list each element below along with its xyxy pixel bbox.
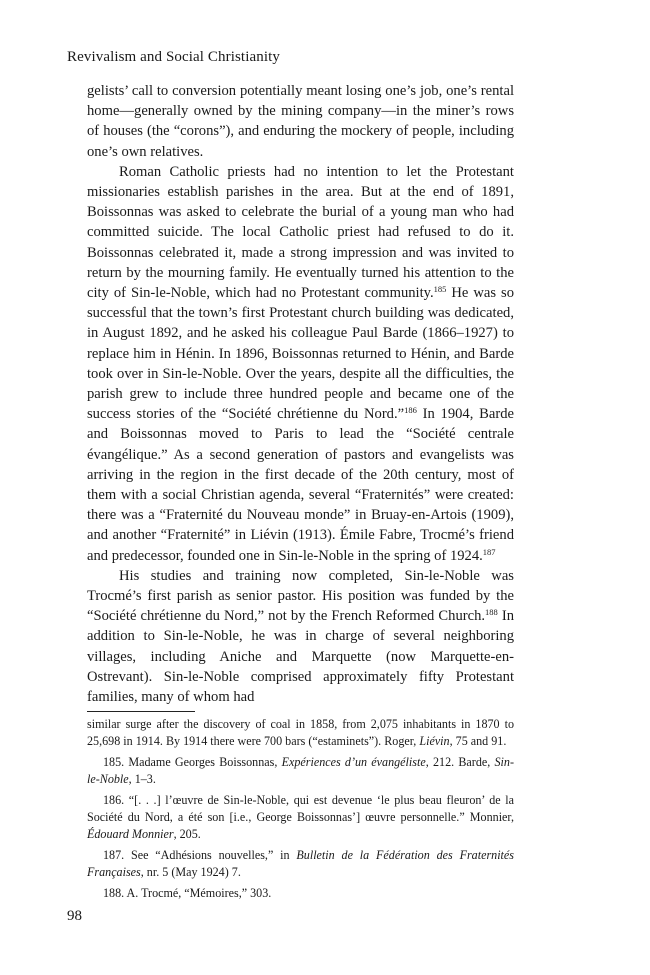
footnote-187-title: Bulletin de la Fédération des Fraternités Françaises bbox=[87, 847, 514, 880]
footnote-185 bbox=[87, 754, 514, 789]
footnote-186 bbox=[87, 792, 514, 844]
paragraph-2 bbox=[87, 162, 514, 566]
footnote-continued-end: , 75 and 91. bbox=[449, 734, 507, 749]
footnote-continued bbox=[87, 716, 514, 751]
paragraph-3 bbox=[87, 566, 514, 707]
running-head: Revivalism and Social Christianity bbox=[67, 49, 280, 65]
footnote-ref-188[interactable]: 188 bbox=[485, 607, 498, 618]
footnote-185-title-2: Sin-le-Noble bbox=[87, 754, 514, 787]
footnotes bbox=[87, 716, 514, 905]
footnote-186-title: Édouard Monnier bbox=[87, 827, 174, 842]
footnote-ref-185[interactable]: 185 bbox=[433, 284, 447, 295]
page-number: 98 bbox=[67, 908, 82, 924]
footnote-185-text-2: , 212. Barde, bbox=[425, 754, 495, 769]
footnote-185-title-1: Expériences d’un évangéliste bbox=[281, 754, 426, 769]
footnote-186-text: 186. “[. . .] l’œuvre de Sin-le-Noble, qui est devenue ‘le plus beau fleuron’ de la Société du Nord, a été son [i.e., George Boissonnas’] œuvre personnelle.” Monnier, bbox=[87, 792, 514, 825]
footnote-187-text-2: , nr. 5 (May 1924) 7. bbox=[140, 865, 241, 880]
paragraph-2-part-2: He was so successful that the town’s first Protestant church building was dedicated, in August 1892, and he asked his colleague Paul Barde (1866–1927) to replace him in Hénin. In 1896, Boissonnas returned to Hénin, and Barde took over in Sin-le-Noble. Over the years, despite all the difficulties, the parish grew to include three hundred people and became one of the success stories of the “Société chrétienne du Nord.” bbox=[87, 285, 514, 423]
paragraph-3-part-2: In addition to Sin-le-Noble, he was in charge of several neighboring villages, including Aniche and Marquette (now Marquette-en-Ostrevant). Sin-le-Noble comprised approximately fifty Protestant families, many of whom had bbox=[87, 608, 514, 706]
footnote-continued-title: Liévin bbox=[419, 734, 450, 749]
footnote-188: 188. A. Trocmé, “Mémoires,” 303. bbox=[103, 885, 272, 900]
footnote-187 bbox=[87, 847, 514, 882]
paragraph-2-part-3: In 1904, Barde and Boissonnas moved to Paris to lead the “Société centrale évangélique.” As a second generation of pastors and evangelists was arriving in the region in the first decade of the 20th century, most of them with a social Christian agenda, several “Fraternités” were created: there was a “Fraternité du Nouveau monde” in Bruay-en-Artois (1909), and another “Fraternité” in Liévin (1913). Émile Fabre, Trocmé’s friend and predecessor, founded one in Sin-le-Noble in the spring of 1924. bbox=[87, 406, 514, 564]
footnote-ref-186[interactable]: 186 bbox=[404, 405, 417, 416]
paragraph-1: gelists’ call to conversion potentially meant losing one’s job, one’s rental home—generally owned by the mining company—in the miner’s rows of houses (the “corons”), and enduring the mockery of people, including one’s own relatives. bbox=[87, 83, 514, 160]
body-text bbox=[87, 81, 514, 707]
footnote-186-text-2: , 205. bbox=[173, 827, 201, 842]
footnote-187-text: 187. See “Adhésions nouvelles,” in bbox=[103, 847, 297, 862]
paragraph-2-part-1: Roman Catholic priests had no intention to let the Protestant missionaries establish parishes in the area. But at the end of 1891, Boissonnas was asked to celebrate the burial of a young man who had committed suicide. The local Catholic priest had refused to do it. Boissonnas celebrated it, made a strong impression and was invited to return by the mourning family. He eventually turned his attention to the city of Sin-le-Noble, which had no Protestant community. bbox=[87, 163, 514, 302]
footnote-continued-text: similar surge after the discovery of coal in 1858, from 2,075 inhabitants in 1870 to 25,698 in 1914. By 1914 there were 700 bars (“estaminets”). Roger, bbox=[87, 717, 514, 749]
footnote-185-text: 185. Madame Georges Boissonnas, bbox=[103, 754, 282, 769]
footnote-rule bbox=[87, 711, 195, 712]
footnote-ref-187[interactable]: 187 bbox=[482, 546, 496, 557]
paragraph-3-part-1: His studies and training now completed, Sin-le-Noble was Trocmé’s first parish as senior pastor. His position was funded by the “Société chrétienne du Nord,” not by the French Reformed Church. bbox=[87, 567, 514, 625]
footnote-185-text-3: , 1–3. bbox=[128, 772, 156, 787]
